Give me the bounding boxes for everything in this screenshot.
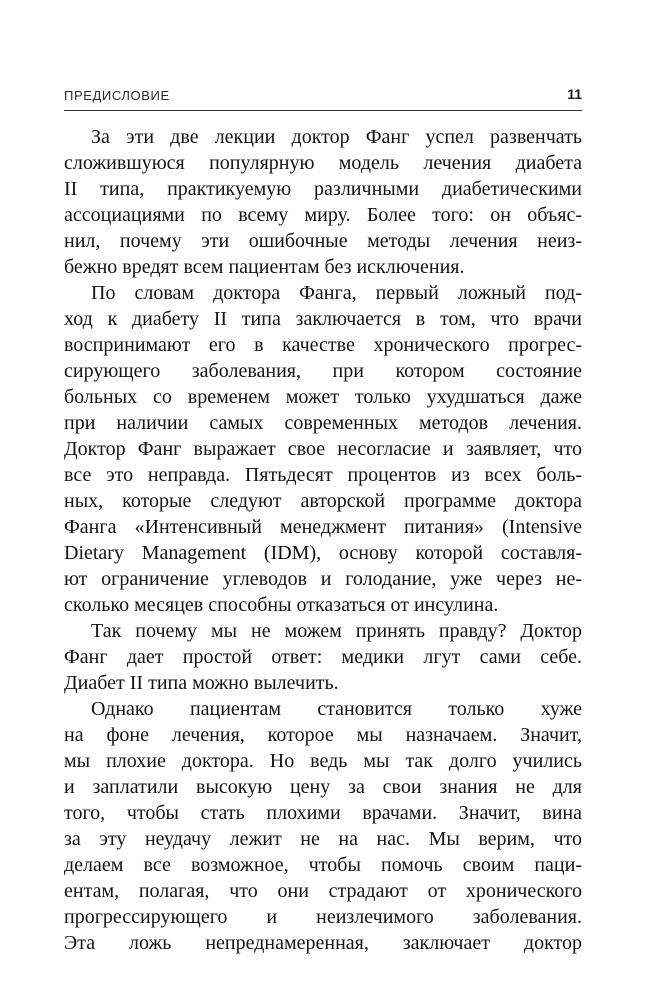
text-line: Диабет II типа можно вылечить. bbox=[64, 672, 339, 694]
page-header bbox=[64, 84, 582, 106]
text-line: сколько месяцев способны отказаться от инсулина. bbox=[64, 594, 499, 616]
header-rule bbox=[64, 110, 582, 111]
text-line: Фанг дает простой ответ: медики лгут сами себе. bbox=[64, 646, 582, 668]
text-line: Однако пациентам становится только хуже bbox=[91, 698, 582, 720]
text-line: нил, почему эти ошибочные методы лечения неиз- bbox=[64, 230, 582, 252]
text-line: на фоне лечения, которое мы назначаем. Значит, bbox=[64, 724, 582, 746]
text-line: делаем все возможное, чтобы помочь своим паци- bbox=[64, 854, 582, 876]
body-text bbox=[64, 124, 582, 956]
text-line: За эти две лекции доктор Фанг успел развенчать bbox=[91, 126, 582, 148]
text-line: сирующего заболевания, при котором состояние bbox=[64, 360, 582, 382]
text-line: и заплатили высокую цену за свои знания не для bbox=[64, 776, 582, 798]
text-line: ных, которые следуют авторской программе доктора bbox=[64, 490, 582, 512]
text-line: больных со временем может только ухудшаться даже bbox=[64, 386, 582, 408]
text-line: ассоциациями по всему миру. Более того: он объяс- bbox=[64, 204, 582, 226]
text-line: сложившуюся популярную модель лечения диабета bbox=[64, 152, 582, 174]
text-line: бежно вредят всем пациентам без исключения. bbox=[64, 256, 465, 278]
text-line: Dietary Management (IDM), основу которой составля- bbox=[64, 542, 582, 564]
text-line: Так почему мы не можем принять правду? Доктор bbox=[91, 620, 582, 642]
text-line: II типа, практикуемую различными диабетическими bbox=[64, 178, 582, 200]
page-number: 11 bbox=[567, 86, 582, 102]
text-line: Доктор Фанг выражает свое несогласие и заявляет, что bbox=[64, 438, 582, 460]
text-line: воспринимают его в качестве хронического прогрес- bbox=[64, 334, 582, 356]
text-line: прогрессирующего и неизлечимого заболевания. bbox=[64, 906, 582, 928]
text-line: при наличии самых современных методов лечения. bbox=[64, 412, 582, 434]
text-line: ют ограничение углеводов и голодание, уже через не- bbox=[64, 568, 582, 590]
text-line: По словам доктора Фанга, первый ложный под- bbox=[91, 282, 582, 304]
text-line: ход к диабету II типа заключается в том, что врачи bbox=[64, 308, 582, 330]
text-line: за эту неудачу лежит не на нас. Мы верим, что bbox=[64, 828, 582, 850]
text-line: Эта ложь непреднамеренная, заключает доктор bbox=[64, 932, 582, 954]
text-line: Фанга «Интенсивный менеджмент питания» (Intensive bbox=[64, 516, 582, 538]
text-line: ентам, полагая, что они страдают от хронического bbox=[64, 880, 582, 902]
text-line: того, чтобы стать плохими врачами. Значит, вина bbox=[64, 802, 582, 824]
running-head: ПРЕДИСЛОВИЕ bbox=[64, 88, 170, 103]
text-line: мы плохие доктора. Но ведь мы так долго учились bbox=[64, 750, 582, 772]
text-line: все это неправда. Пятьдесят процентов из всех боль- bbox=[64, 464, 582, 486]
